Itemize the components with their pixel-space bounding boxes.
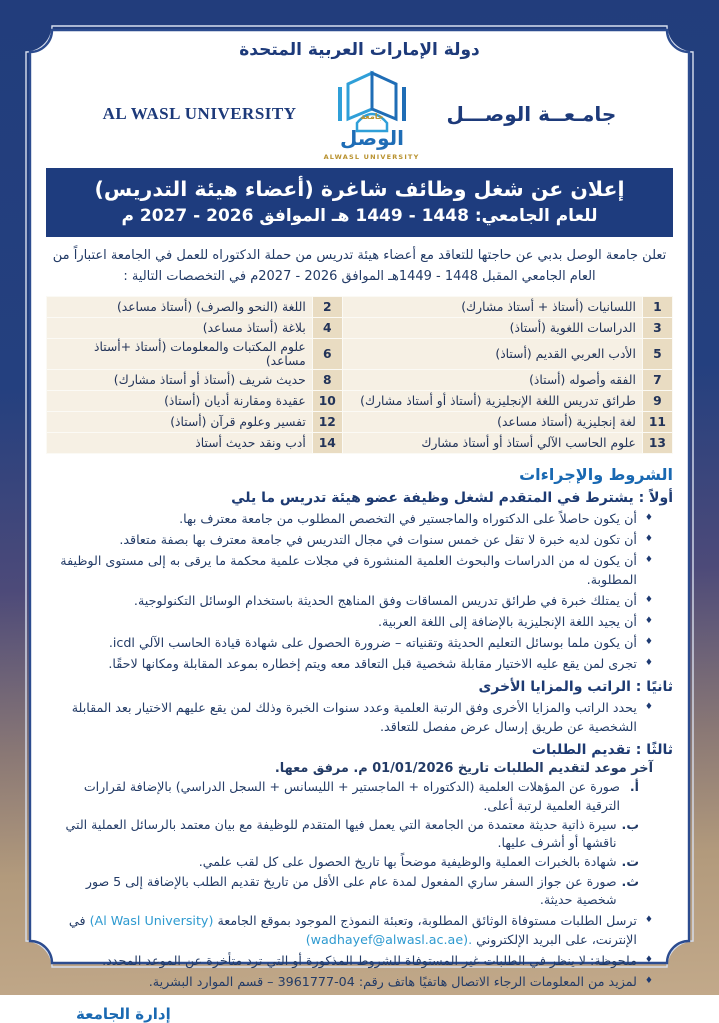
- diamond-bullet-icon: ♦: [644, 658, 653, 669]
- position-title-cell: الأدب العربي القديم (أستاذ): [342, 338, 642, 369]
- salary-list: [46, 698, 673, 736]
- banner-title: إعلان عن شغل وظائف شاغرة (أعضاء هيئة التدريس): [94, 177, 625, 201]
- submission-text-part1: ترسل الطلبات مستوفاة الوثائق المطلوبة، وتعبئة النموذج الموجود بموقع الجامعة: [217, 913, 637, 929]
- position-number-cell: 1: [642, 296, 672, 317]
- diamond-bullet-icon: ♦: [644, 616, 653, 627]
- position-number-cell: 3: [642, 317, 672, 338]
- phone-info-item: [46, 972, 653, 991]
- position-title-cell: طرائق تدريس اللغة الإنجليزية (أستاذ أو أستاذ مشارك): [342, 390, 642, 411]
- university-logo-group: [46, 64, 673, 164]
- table-row: [47, 338, 673, 369]
- signature: إدارة الجامعة: [76, 1005, 171, 1023]
- position-title-cell: الدراسات اللغوية (أستاذ): [342, 317, 642, 338]
- university-latin-name: AL WASL UNIVERSITY: [102, 104, 297, 123]
- position-title-cell: علوم المكتبات والمعلومات (أستاذ +أستاذ مساعد): [47, 338, 313, 369]
- email-link[interactable]: (wadhayef@alwasl.ac.ae).: [305, 932, 473, 948]
- letter-marker: أ.: [629, 779, 639, 795]
- svg-text:الوصل: الوصل: [339, 126, 404, 151]
- document-item: [46, 816, 639, 853]
- university-emblem: [317, 67, 427, 161]
- requirement-item: [46, 509, 653, 528]
- diamond-bullet-icon: ♦: [644, 976, 653, 987]
- table-row: [47, 369, 673, 390]
- position-number-cell: 7: [642, 369, 672, 390]
- table-row: [47, 390, 673, 411]
- position-number-cell: 2: [312, 296, 342, 317]
- position-title-cell: أدب ونقد حديث أستاذ: [47, 432, 313, 453]
- diamond-bullet-icon: ♦: [644, 915, 653, 926]
- document-text: سيرة ذاتية حديثة معتمدة من الجامعة التي يعمل فيها المتقدم للوظيفة مع بيان معتمد بالرسائل العملية التي ناقشها أو أشرف عليها.: [65, 816, 617, 851]
- diamond-bullet-icon: ♦: [644, 955, 653, 966]
- requirement-item: [46, 633, 653, 652]
- submission-text-part2: في الإنترنت، على البريد الإلكتروني: [68, 913, 637, 948]
- phone-info-text: لمزيد من المعلومات الرجاء الاتصال هاتفيًا هاتف رقم: 04-3961777 – قسم الموارد البشرية.: [148, 974, 637, 990]
- diamond-bullet-icon: ♦: [644, 554, 653, 565]
- second-section-heading: ثانيًا : الراتب والمزايا الأخرى: [478, 679, 673, 696]
- university-emblem-icon: [324, 67, 420, 153]
- requirement-text: أن تكون لديه خبرة لا تقل عن خمس سنوات في مجال التدريس في جامعة معترف بها بصفة متعاقد.: [119, 531, 637, 547]
- requirement-text: أن يجيد اللغة الإنجليزية بالإضافة إلى اللغة العربية.: [377, 614, 637, 630]
- diamond-bullet-icon: ♦: [644, 637, 653, 648]
- university-arabic-name: جامـعــة الوصـــل: [446, 102, 617, 126]
- table-row: [47, 432, 673, 453]
- requirement-text: أن يكون حاصلاً على الدكتوراه والماجستير في التخصص المطلوب من جامعة معترف بها.: [179, 510, 637, 526]
- position-number-cell: 8: [312, 369, 342, 390]
- position-number-cell: 14: [312, 432, 342, 453]
- position-title-cell: حديث شريف (أستاذ أو أستاذ مشارك): [47, 369, 313, 390]
- submission-text: [46, 911, 637, 949]
- requirements-list: [46, 509, 673, 673]
- deadline-line: آخر موعد لتقديم الطلبات تاريخ 01/01/2026 م. مرفق معها.: [274, 761, 653, 777]
- document-text: صورة عن جواز السفر ساري المفعول لمدة عام على الأقل من تاريخ تقديم الطلب بالإضافة إلى 5 صور شخصية حديثة.: [85, 873, 617, 907]
- requirement-text: تجرى لمن يقع عليه الاختيار مقابلة شخصية قبل التعاقد معه ويتم إخطاره بموعد المقابلة ومكانها لاحقًا.: [108, 656, 637, 672]
- letter-marker: ب.: [621, 816, 639, 832]
- position-title-cell: لغة إنجليزية (أستاذ مساعد): [342, 411, 642, 432]
- document-text: صورة عن المؤهلات العلمية (الدكتوراه + الماجستير + الليسانس + السجل الدراسي) بالإضافة لقرارات الترقية العلمية لرتبة أعلى.: [83, 779, 620, 813]
- position-title-cell: اللسانيات (أستاذ + أستاذ مشارك): [342, 296, 642, 317]
- country-title: دولة الإمارات العربية المتحدة: [239, 40, 480, 60]
- table-row: [47, 296, 673, 317]
- university-site-link[interactable]: (Al Wasl University): [89, 913, 214, 929]
- requirement-item: [46, 530, 653, 549]
- document-item: [46, 873, 639, 910]
- position-title-cell: اللغة (النحو والصرف) (أستاذ مساعد): [47, 296, 313, 317]
- diamond-bullet-icon: ♦: [644, 595, 653, 606]
- position-number-cell: 10: [312, 390, 342, 411]
- position-number-cell: 5: [642, 338, 672, 369]
- position-number-cell: 13: [642, 432, 672, 453]
- requirement-item: [46, 612, 653, 631]
- first-section-heading: أولاً : يشترط في المتقدم لشغل وظيفة عضو هيئة تدريس ما يلي: [231, 489, 673, 506]
- document-item: [46, 778, 639, 815]
- position-title-cell: علوم الحاسب الآلي أستاذ أو أستاذ مشارك: [342, 432, 642, 453]
- intro-paragraph: تعلن جامعة الوصل بدبي عن حاجتها للتعاقد مع أعضاء هيئة تدريس من حملة الدكتوراه للعمل في الجامعة اعتباراً من العام الجامعي المقبل 1448 - 1449هـ الموافق 2026 - 2027م في التخصصات التالية :: [52, 248, 667, 285]
- document-content: [46, 38, 673, 1023]
- position-number-cell: 4: [312, 317, 342, 338]
- letter-marker: ت.: [621, 854, 639, 870]
- requirement-item: [46, 551, 653, 589]
- positions-table: [46, 296, 673, 454]
- requirement-text: أن يكون ملما بوسائل التعليم الحديثة وتقنياته – ضرورة الحصول على شهادة قيادة الحاسب الآلي icdl.: [108, 635, 637, 651]
- emblem-caption: ALWASL UNIVERSITY: [323, 153, 420, 162]
- note-text: ملحوظة: لا ينظر في الطلبات غير المستوفاة للشروط المذكورة أو التي ترد متأخرة عن الموعد المحدد.: [102, 953, 637, 969]
- position-title-cell: بلاغة (أستاذ مساعد): [47, 317, 313, 338]
- table-row: [47, 317, 673, 338]
- note-item: [46, 951, 653, 970]
- position-title-cell: عقيدة ومقارنة أديان (أستاذ): [47, 390, 313, 411]
- banner-subtitle: للعام الجامعي: 1448 - 1449 هـ الموافق 2026 - 2027 م: [121, 206, 598, 226]
- position-title-cell: الفقه وأصوله (أستاذ): [342, 369, 642, 390]
- requirement-item: [46, 591, 653, 610]
- table-row: [47, 411, 673, 432]
- conditions-heading: الشروط والإجراءات: [519, 464, 673, 484]
- salary-item: [46, 698, 653, 736]
- letter-marker: ث.: [621, 873, 639, 889]
- diamond-bullet-icon: ♦: [644, 533, 653, 544]
- submission-item: [46, 911, 653, 949]
- requirement-text: أن يمتلك خبرة في طرائق تدريس المساقات وفق المناهج الحديثة باستخدام الوسائل التكنولوجية.: [133, 593, 637, 609]
- documents-list: [46, 778, 673, 909]
- requirement-item: [46, 654, 653, 673]
- salary-text: يحدد الراتب والمزايا الأخرى وفق الرتبة العلمية وعدد سنوات الخبرة وذلك لمن يقع عليهم الاختيار بعد المقابلة الشخصية عن طريق إرسال عرض مفصل للتعاقد.: [71, 700, 637, 735]
- diamond-bullet-icon: ♦: [644, 512, 653, 523]
- svg-text:جامعة: جامعة: [359, 112, 384, 122]
- position-title-cell: تفسير وعلوم قرآن (أستاذ): [47, 411, 313, 432]
- position-number-cell: 12: [312, 411, 342, 432]
- diamond-bullet-icon: ♦: [644, 702, 653, 713]
- document-text: شهادة بالخبرات العملية والوظيفية موضحاً بها تاريخ الحصول على كل لقب علمي.: [198, 854, 617, 870]
- document-item: [46, 853, 639, 871]
- position-number-cell: 11: [642, 411, 672, 432]
- announcement-banner: [46, 168, 673, 237]
- position-number-cell: 9: [642, 390, 672, 411]
- requirement-text: أن يكون له من الدراسات والبحوث العلمية المنشورة في مجلات علمية محكمة ما يرقى به إلى مستوى الوظيفة المطلوبة.: [60, 552, 637, 588]
- position-number-cell: 6: [312, 338, 342, 369]
- third-section-heading: ثالثًا : تقديم الطلبات: [531, 742, 673, 759]
- submission-list: [46, 911, 673, 991]
